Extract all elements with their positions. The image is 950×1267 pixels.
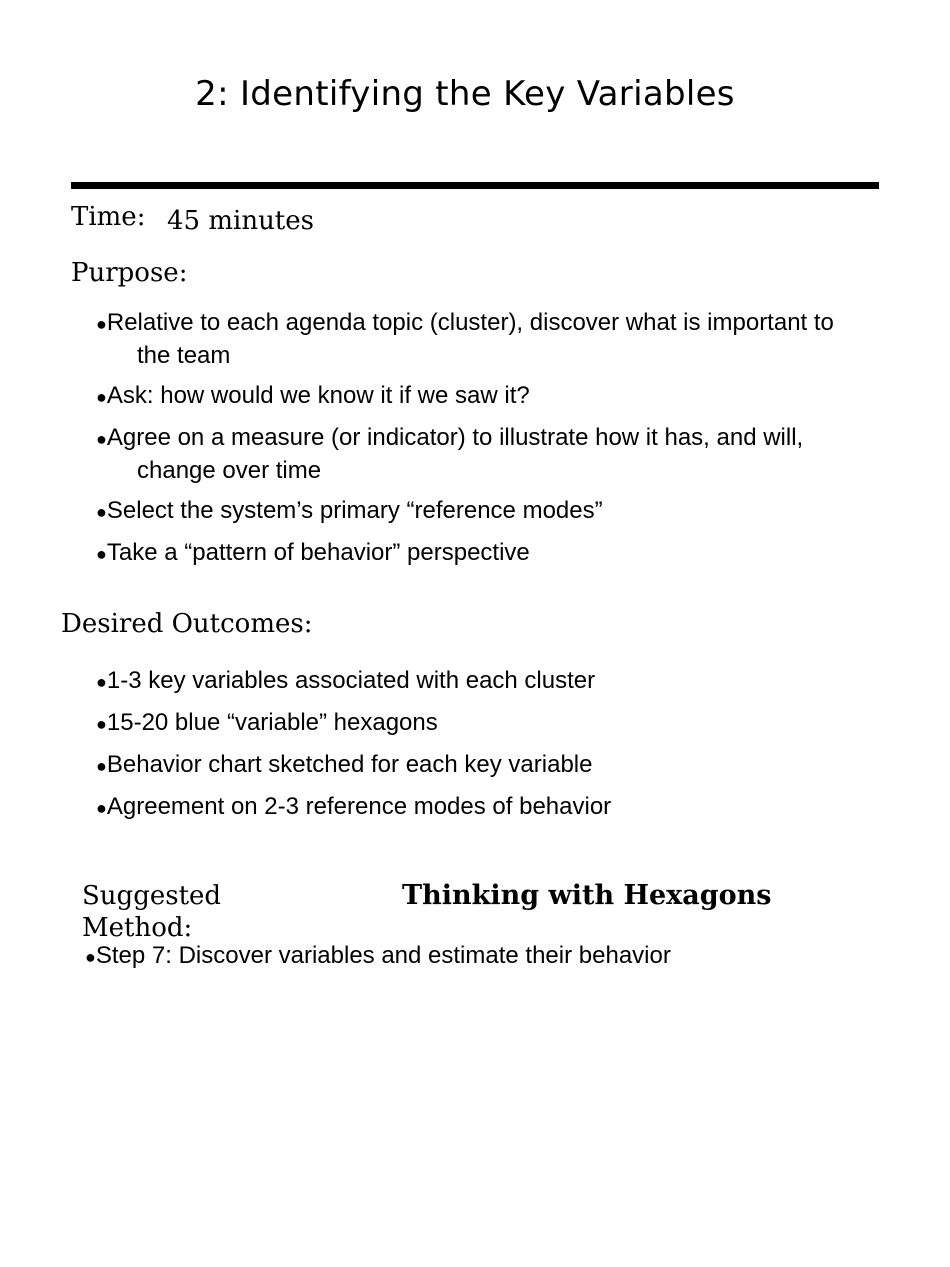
list-item: ●Select the system’s primary “reference modes” [96, 497, 603, 524]
purpose-label: Purpose: [71, 258, 188, 288]
list-item: ●Agree on a measure (or indicator) to illustrate how it has, and will, change over time [96, 424, 804, 484]
list-item: ●1-3 key variables associated with each cluster [96, 667, 596, 694]
method-list [66, 940, 866, 982]
bullet-icon: ● [96, 798, 107, 818]
bullet-icon: ● [96, 714, 107, 734]
bullet-icon: ● [96, 544, 107, 564]
outcomes-list [77, 665, 857, 833]
list-item: ●Ask: how would we know it if we saw it? [96, 382, 530, 409]
list-item: ●Step 7: Discover variables and estimate their behavior [85, 942, 671, 969]
time-value: 45 minutes [167, 206, 314, 236]
divider [71, 182, 879, 189]
list-item: ●Relative to each agenda topic (cluster), discover what is important to the team [96, 309, 834, 369]
bullet-icon: ● [96, 387, 107, 407]
bullet-icon: ● [96, 429, 107, 449]
purpose-list [77, 307, 857, 579]
bullet-icon: ● [96, 756, 107, 776]
method-name: Thinking with Hexagons [402, 880, 772, 911]
list-item: ●Agreement on 2-3 reference modes of behavior [96, 793, 612, 820]
bullet-icon: ● [96, 314, 107, 334]
time-label: Time: [71, 202, 146, 232]
outcomes-label: Desired Outcomes: [61, 609, 313, 639]
list-item: ●Take a “pattern of behavior” perspective [96, 539, 530, 566]
bullet-icon: ● [96, 502, 107, 522]
page-title: 2: Identifying the Key Variables [195, 74, 735, 114]
list-item: ●Behavior chart sketched for each key variable [96, 751, 593, 778]
bullet-icon: ● [96, 672, 107, 692]
method-label: Suggested Method: [82, 881, 222, 943]
bullet-icon: ● [85, 947, 96, 967]
list-item: ●15-20 blue “variable” hexagons [96, 709, 438, 736]
